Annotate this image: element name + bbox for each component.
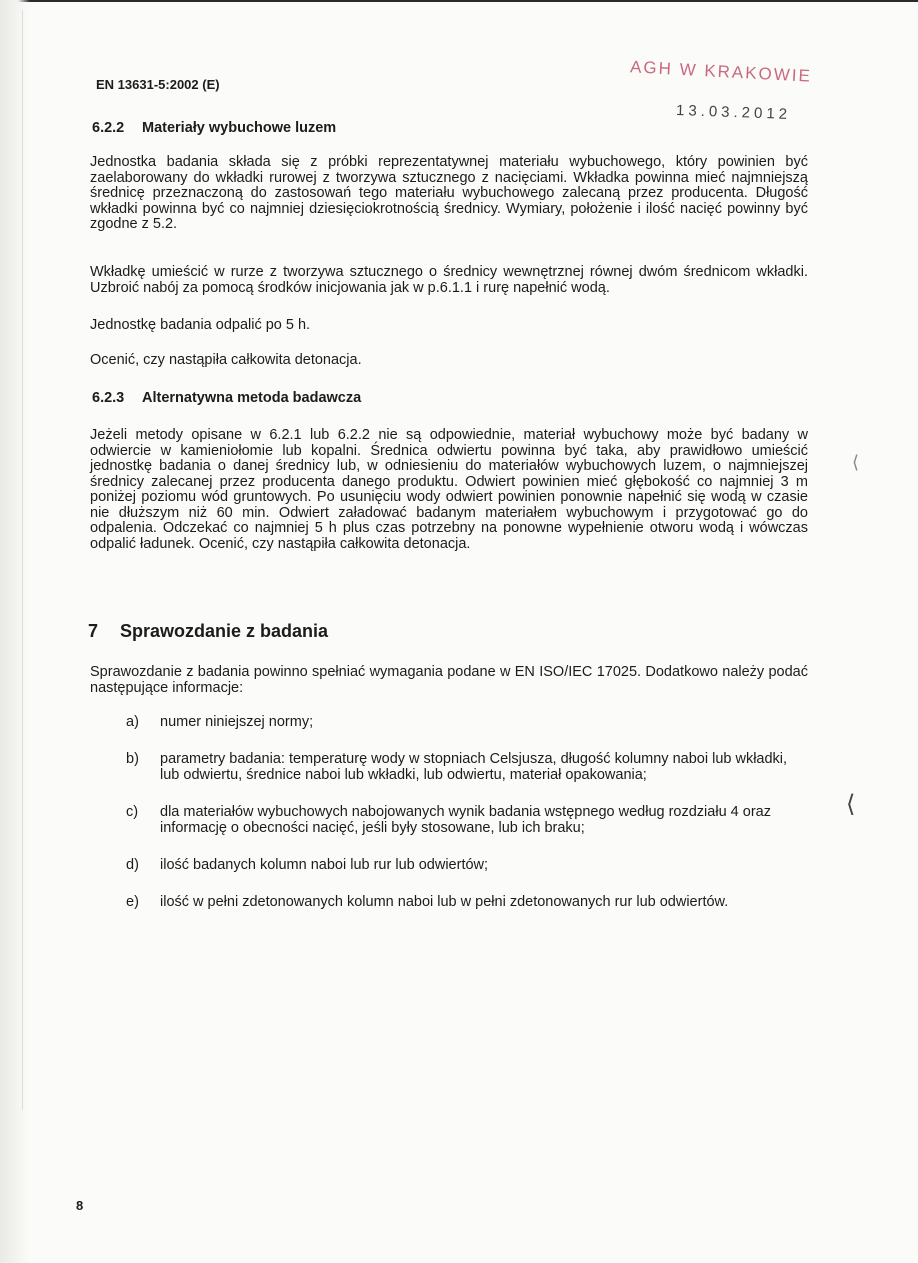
list-item (126, 805, 806, 836)
section-title: Alternatywna metoda badawcza (142, 390, 362, 406)
list-item (126, 858, 806, 874)
section-number: 6.2.3 (92, 390, 125, 406)
list-item-text: ilość badanych kolumn naboi lub rur lub odwiertów; (160, 857, 489, 873)
document-code: EN 13631-5:2002 (E) (96, 77, 220, 92)
stamp-date: 13.03.2012 (675, 101, 792, 124)
section-number: 6.2.2 (92, 120, 125, 136)
list-item-text: parametry badania: temperaturę wody w stopniach Celsjusza, długość kolumny naboi lub wkładki, lub odwiertu, średnice naboi lub wkładki, lub odwiertu, materiał opakowania; (160, 751, 788, 783)
list-item-label: e) (126, 894, 139, 910)
library-stamp: AGH W KRAKOWIE (629, 57, 813, 86)
list-item (126, 715, 806, 731)
list-item (126, 752, 806, 783)
list-item-label: d) (126, 857, 139, 873)
paragraph: Ocenić, czy nastąpiła całkowita detonacja. (90, 352, 362, 368)
margin-bracket-icon: ⟨ (846, 791, 856, 818)
paragraph: Jeżeli metody opisane w 6.2.1 lub 6.2.2 nie są odpowiednie, materiał wybuchowy może być badany w odwiercie w kamieniołomie lub kopalni. Średnica odwiertu powinna być taka, aby prawidłowo umieścić jednostkę badania o danej średnicy lub, w odniesieniu do materiałów wybuchowych luzem, o najmniejszej średnicy zalecanej przez producenta danego produktu. Odwiert powinien mieć głębokość co najmniej 3 m poniżej poziomu wód gruntowych. Po usunięciu wody odwiert powinien ponownie napełnić się wodą w czasie nie dłuższym niż 60 min. Odwiert załadować badanym materiałem wybuchowym i przygotować go do odpalenia. Odczekać co najmniej 5 h plus czas potrzebny na ponowne wypełnienie otworu wodą i wówczas odpalić ładunek. Ocenić, czy nastąpiła całkowita detonacja. (90, 427, 808, 552)
list-item-text: dla materiałów wybuchowych nabojowanych wynik badania wstępnego według rozdziału 4 oraz informację o obecności nacięć, jeśli były stosowane, lub ich braku; (160, 804, 771, 836)
list-item-text: ilość w pełni zdetonowanych kolumn naboi lub w pełni zdetonowanych rur lub odwiertów. (160, 894, 729, 910)
list-item (126, 895, 806, 911)
list-item-label: b) (126, 751, 139, 767)
scan-top-edge (0, 0, 918, 2)
page-number: 8 (76, 1198, 84, 1213)
list-item-label: c) (126, 804, 139, 820)
scan-binding-line (22, 10, 23, 1110)
section-number: 7 (88, 621, 99, 641)
list-item-label: a) (126, 714, 139, 730)
paragraph: Jednostkę badania odpalić po 5 h. (90, 317, 311, 333)
section-title: Materiały wybuchowe luzem (142, 120, 337, 136)
paragraph: Wkładkę umieścić w rurze z tworzywa sztucznego o średnicy wewnętrznej równej dwóm średnicom wkładki. Uzbroić nabój za pomocą środków inicjowania jak w p.6.1.1 i rurę napełnić wodą. (90, 264, 808, 296)
scan-left-shadow (0, 0, 30, 1263)
paragraph: Sprawozdanie z badania powinno spełniać wymagania podane w EN ISO/IEC 17025. Dodatkowo należy podać następujące informacje: (90, 664, 808, 696)
paragraph: Jednostka badania składa się z próbki reprezentatywnej materiału wybuchowego, który powinien być zaelaborowany do wkładki rurowej z tworzywa sztucznego z nacięciami. Wkładka powinna mieć najmniejszą średnicę przeznaczoną do zastosowań tego materiału wybuchowego zalecaną przez producenta. Długość wkładki powinna być co najmniej dziesięciokrotnością średnicy. Wymiary, położenie i ilość nacięć powinny być zgodne z 5.2. (90, 154, 808, 232)
margin-bracket-icon: ⟨ (852, 452, 860, 472)
section-7-heading (88, 621, 328, 642)
section-6-2-3-heading (92, 390, 361, 406)
section-6-2-2-heading (92, 120, 336, 136)
list-item-text: numer niniejszej normy; (160, 714, 314, 730)
section-title: Sprawozdanie z badania (120, 621, 329, 641)
